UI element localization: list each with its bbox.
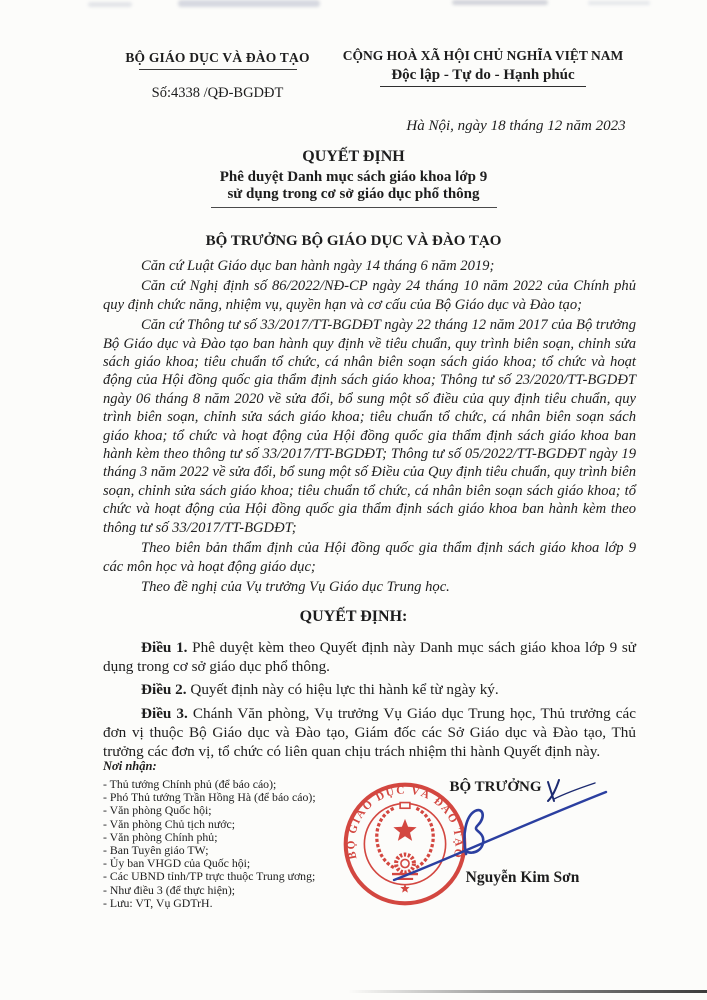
recipient-item: - Các UBND tỉnh/TP trực thuộc Trung ương;	[103, 869, 316, 884]
article-1	[103, 638, 636, 676]
seal-text: BỘ GIÁO DỤC VÀ ĐÀO TẠO	[345, 784, 465, 861]
article-1-label: Điều 1.	[141, 639, 188, 656]
title-block	[0, 148, 707, 208]
article-3	[103, 704, 636, 762]
recipients-section	[103, 759, 373, 910]
preamble-paragraph: Theo đề nghị của Vụ trưởng Vụ Giáo dục Trung học.	[141, 578, 450, 595]
scan-edge-line	[348, 990, 707, 993]
scan-smudge	[88, 2, 132, 7]
scan-smudge	[588, 1, 650, 5]
recipient-item: - Văn phòng Chính phủ;	[103, 829, 218, 844]
issuing-org-name: BỘ GIÁO DỤC VÀ ĐÀO TẠO	[125, 50, 310, 65]
recipient-item: - Văn phòng Quốc hội;	[103, 803, 212, 818]
article-2-label: Điều 2.	[141, 681, 187, 699]
preamble-paragraph: Theo biên bản thẩm định của Hội đồng quốc gia thẩm định sách giáo khoa lớp 9 các môn học và hoạt động giáo dục;	[103, 540, 636, 575]
article-1-text: Phê duyệt kèm theo Quyết định này Danh mục sách giáo khoa lớp 9 sử dụng trong cơ sở giáo dục phổ thông.	[103, 639, 637, 676]
header-national-block	[328, 48, 638, 87]
recipient-item: - Ban Tuyên giáo TW;	[103, 843, 209, 858]
document-subject-line1: Phê duyệt Danh mục sách giáo khoa lớp 9	[219, 169, 488, 185]
article-3-text: Chánh Văn phòng, Vụ trưởng Vụ Giáo dục Trung học, Thủ trưởng các đơn vị thuộc Bộ Giáo dục và Đào tạo, Giám đốc các Sở Giáo dục và Đào tạo, Thủ trưởng các đơn vị, tổ chức có liên quan chịu trách nhiệm thi hành Quyết định này.	[103, 704, 636, 761]
signer-title: BỘ TRƯỞNG	[449, 779, 542, 795]
recipient-item: - Phó Thủ tướng Trần Hồng Hà (để báo cáo);	[103, 790, 316, 805]
recipients-heading: Nơi nhận:	[103, 759, 157, 773]
recipient-item: - Thủ tướng Chính phủ (để báo cáo);	[103, 777, 277, 791]
preamble-paragraph: Căn cứ Nghị định số 86/2022/NĐ-CP ngày 24 tháng 10 năm 2022 của Chính phủ quy định chức năng, nhiệm vụ, quyền hạn và cơ cấu của Bộ Giáo dục và Đào tạo;	[103, 278, 636, 313]
article-3-label: Điều 3.	[141, 704, 188, 722]
scan-smudge	[452, 0, 548, 5]
place-date-line: Hà Nội, ngày 18 tháng 12 năm 2023	[406, 118, 626, 134]
decision-heading: QUYẾT ĐỊNH:	[299, 608, 408, 625]
document-number: Số:4338 /QĐ-BGDĐT	[151, 85, 284, 101]
recipient-item: - Như điều 3 (để thực hiện);	[103, 882, 236, 897]
articles-section	[103, 638, 636, 765]
org-underline	[139, 69, 297, 70]
national-motto: Độc lập - Tự do - Hạnh phúc	[391, 67, 575, 83]
article-2	[103, 680, 636, 699]
recipient-item: - Văn phòng Chủ tịch nước;	[103, 816, 236, 831]
article-2-text: Quyết định này có hiệu lực thi hành kể từ ngày ký.	[190, 681, 499, 699]
preamble-paragraph: Căn cứ Thông tư số 33/2017/TT-BGDĐT ngày 22 tháng 12 năm 2017 của Bộ trưởng Bộ Giáo dục và Đào tạo ban hành quy định về tiêu chuẩn, quy trình biên soạn, chỉnh sửa sách giáo khoa; tiêu chuẩn tổ chức, cá nhân biên soạn sách giáo khoa; tổ chức và hoạt động của Hội đồng quốc gia thẩm định sách giáo khoa; Thông tư số 23/2020/TT-BGDĐT ngày 06 tháng 8 năm 2020 về sửa đổi, bổ sung một số điều của quy định tiêu chuẩn, quy trình biên soạn, chỉnh sửa sách giáo khoa; tiêu chuẩn tổ chức, cá nhân biên soạn sách giáo khoa; tổ chức và hoạt động của Hội đồng quốc gia thẩm định sách giáo khoa ban hành kèm theo thông tư số 33/2017/TT-BGDĐT; Thông tư số 05/2022/TT-BGDĐT ngày 19 tháng 3 năm 2022 về sửa đổi, bổ sung một số Điều của Quy định tiêu chuẩn, quy trình biên soạn, chỉnh sửa sách giáo khoa; tiêu chuẩn tổ chức, cá nhân biên soạn sách giáo khoa; tổ chức và hoạt động của Hội đồng quốc gia thẩm định sách giáo khoa ban hành kèm theo thông tư số 33/2017/TT-BGDĐT;	[103, 317, 636, 536]
motto-underline	[380, 86, 586, 87]
preamble-section	[103, 257, 636, 598]
title-underline	[211, 207, 497, 208]
signer-name: Nguyễn Kim Sơn	[465, 869, 580, 886]
header-issuer-block	[100, 50, 335, 102]
scan-smudge	[178, 0, 320, 7]
recipient-item: - Ủy ban VHGD của Quốc hội;	[103, 856, 251, 871]
national-title: CỘNG HOÀ XÃ HỘI CHỦ NGHĨA VIỆT NAM	[342, 48, 624, 63]
preamble-paragraph: Căn cứ Luật Giáo dục ban hành ngày 14 tháng 6 năm 2019;	[141, 258, 495, 274]
recipient-item: - Lưu: VT, Vụ GDTrH.	[103, 895, 213, 910]
issuing-authority-heading: BỘ TRƯỞNG BỘ GIÁO DỤC VÀ ĐÀO TẠO	[205, 233, 502, 249]
document-type-title: QUYẾT ĐỊNH	[302, 148, 405, 165]
document-subject-line2: sử dụng trong cơ sở giáo dục phổ thông	[227, 186, 480, 202]
